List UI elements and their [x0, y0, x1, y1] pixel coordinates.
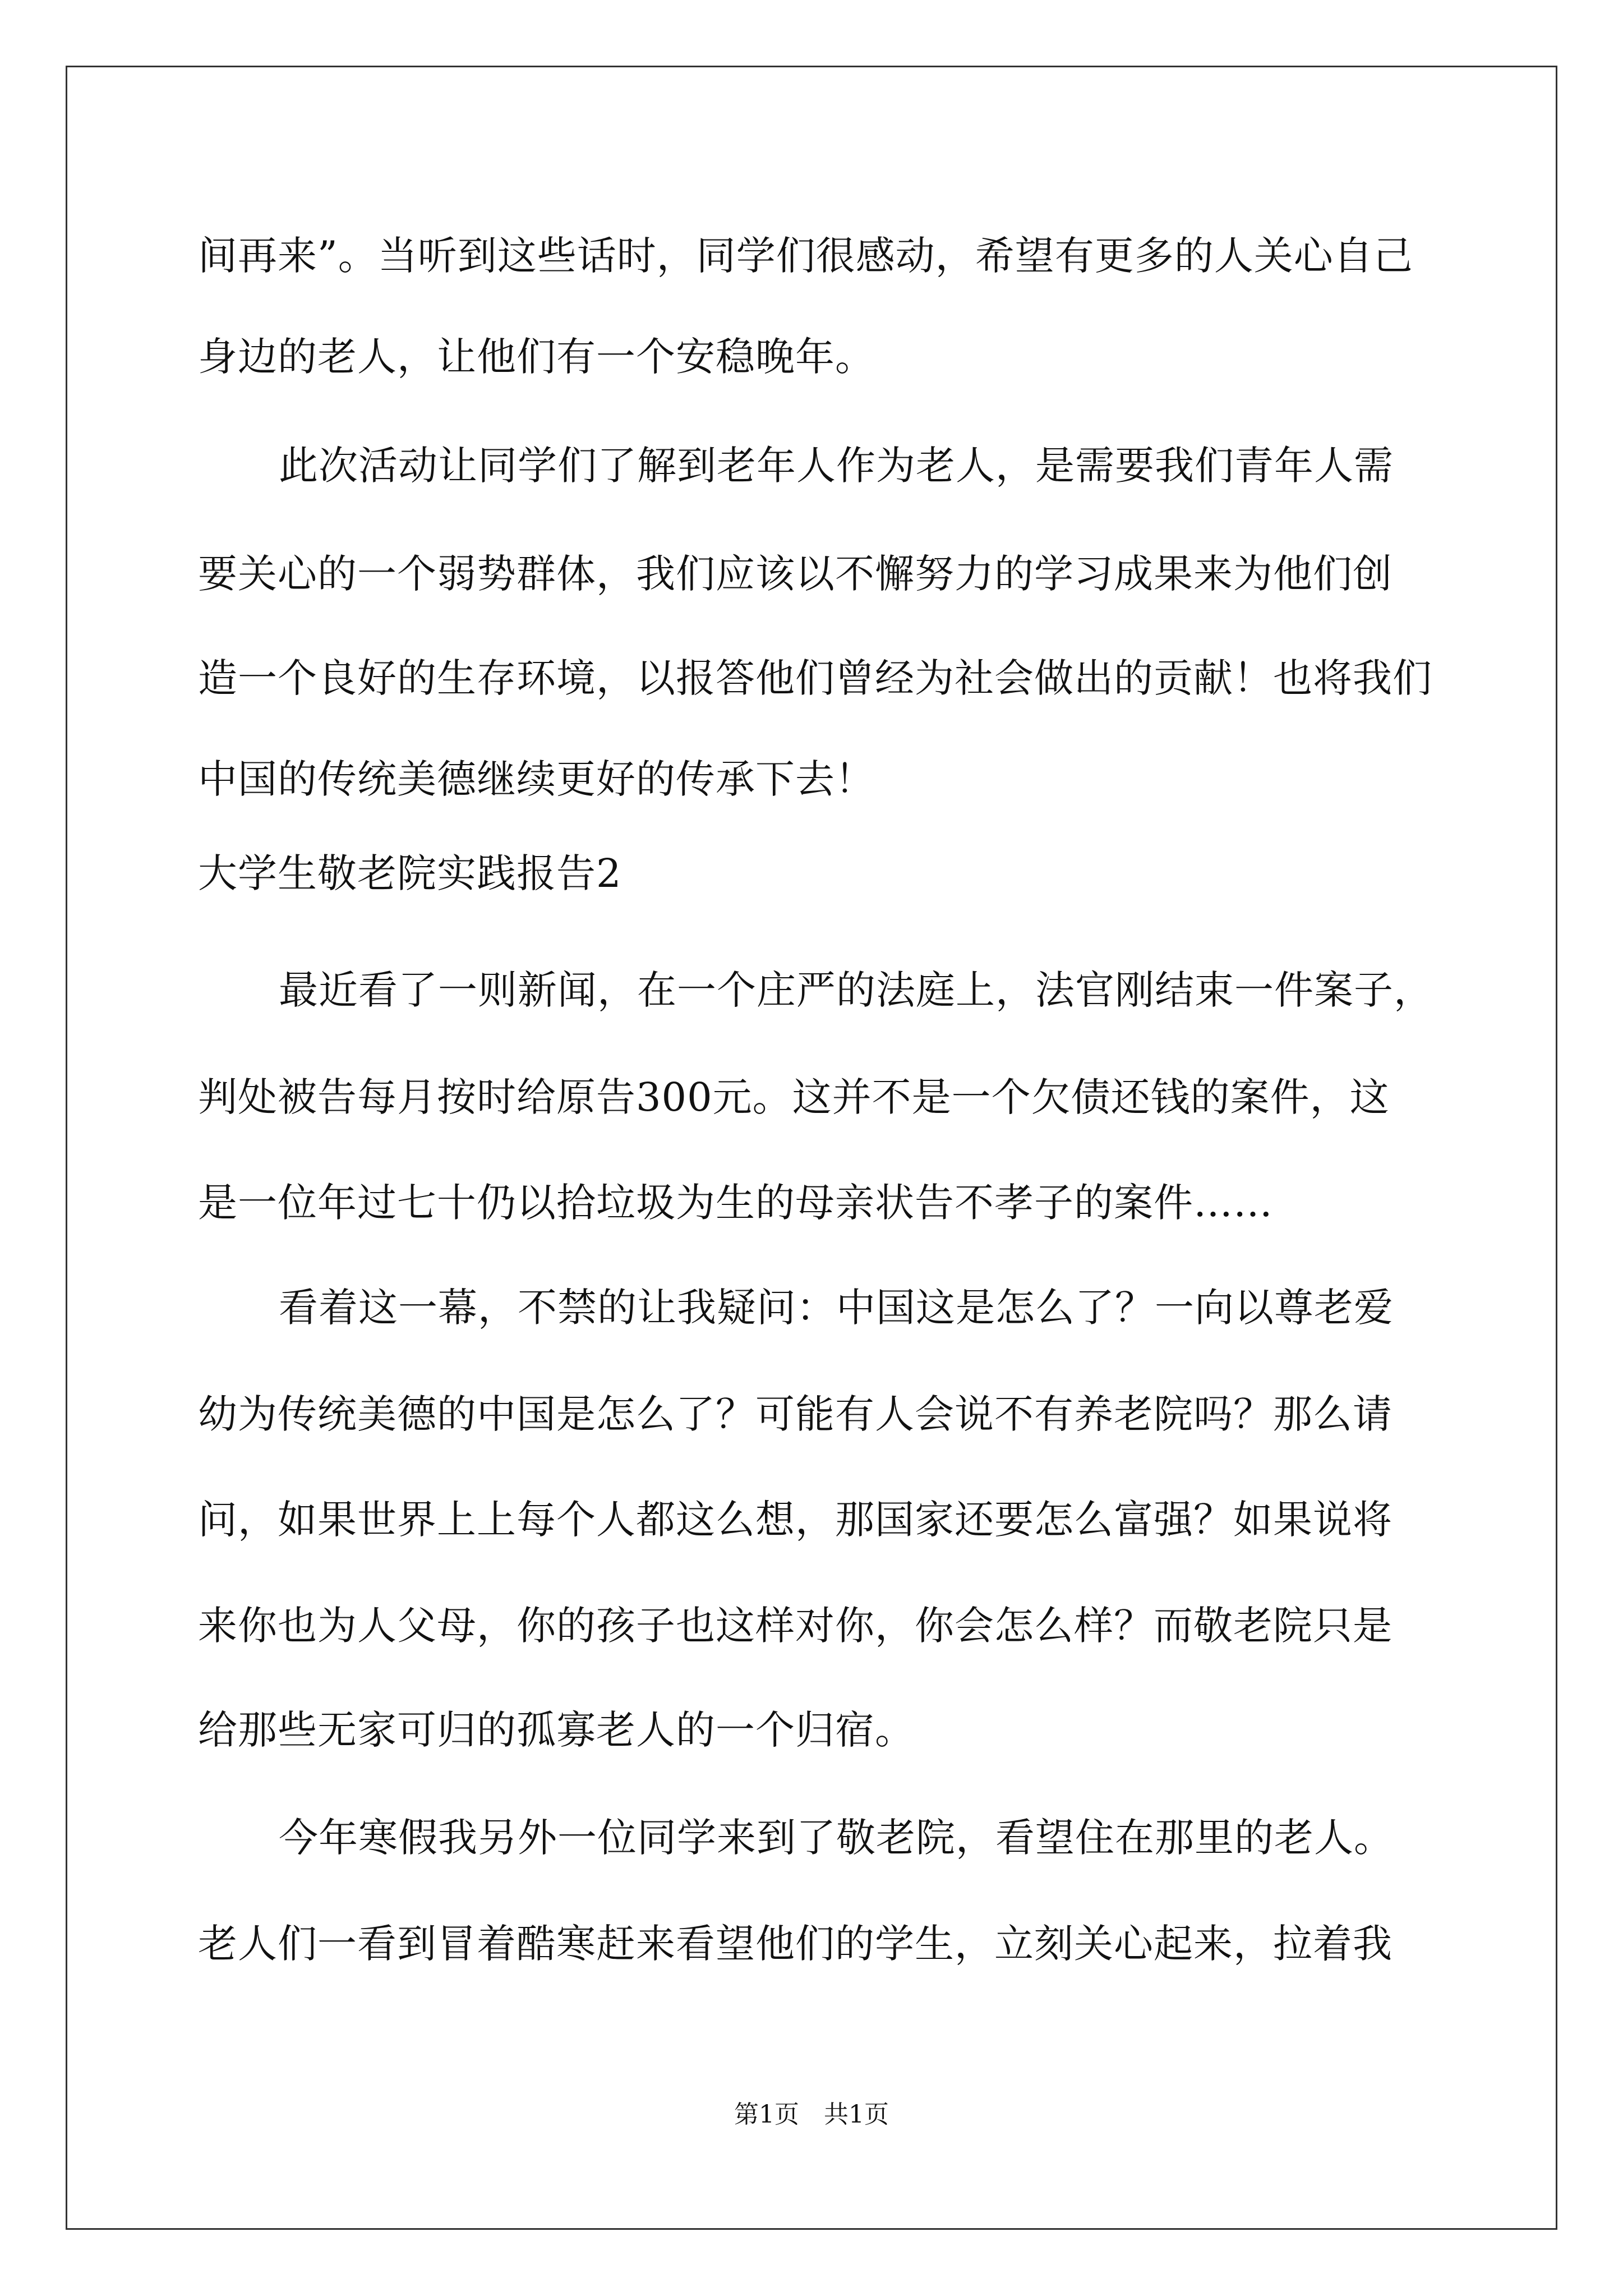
page-border	[66, 66, 1557, 2230]
text-line-14: 来你也为人父母，你的孩子也这样对你，你会怎么样？而敬老院只是	[198, 1603, 1393, 1649]
text-line-17: 老人们一看到冒着酷寒赶来看望他们的学生，立刻关心起来，拉着我	[198, 1921, 1393, 1967]
text-line-16: 今年寒假我另外一位同学来到了敬老院，看望住在那里的老人。	[279, 1815, 1394, 1861]
text-line-1: 间再来”。当听到这些话时，同学们很感动，希望有更多的人关心自己	[198, 233, 1413, 279]
text-line-6: 中国的传统美德继续更好的传承下去！	[198, 756, 875, 802]
section-heading: 大学生敬老院实践报告2	[198, 850, 622, 896]
text-line-3: 此次活动让同学们了解到老年人作为老人，是需要我们青年人需	[279, 443, 1394, 489]
text-line-2: 身边的老人，让他们有一个安稳晚年。	[198, 334, 875, 380]
text-line-9: 判处被告每月按时给原告300元。这并不是一个欠债还钱的案件，这	[198, 1074, 1390, 1120]
text-line-11: 看着这一幕，不禁的让我疑问：中国这是怎么了？一向以尊老爱	[279, 1285, 1394, 1331]
text-line-13: 问，如果世界上上每个人都这么想，那国家还要怎么富强？如果说将	[198, 1497, 1393, 1543]
text-line-15: 给那些无家可归的孤寡老人的一个归宿。	[198, 1707, 915, 1753]
text-line-5: 造一个良好的生存环境，以报答他们曾经为社会做出的贡献！也将我们	[198, 655, 1432, 701]
text-line-4: 要关心的一个弱势群体，我们应该以不懈努力的学习成果来为他们创	[198, 551, 1393, 597]
text-line-10: 是一位年过七十仍以拾垃圾为生的母亲状告不孝子的案件……	[198, 1180, 1273, 1226]
text-line-8: 最近看了一则新闻，在一个庄严的法庭上，法官刚结束一件案子，	[279, 967, 1433, 1013]
page-number-footer: 第1页 共1页	[734, 2100, 889, 2129]
text-line-12: 幼为传统美德的中国是怎么了？可能有人会说不有养老院吗？那么请	[198, 1391, 1393, 1437]
